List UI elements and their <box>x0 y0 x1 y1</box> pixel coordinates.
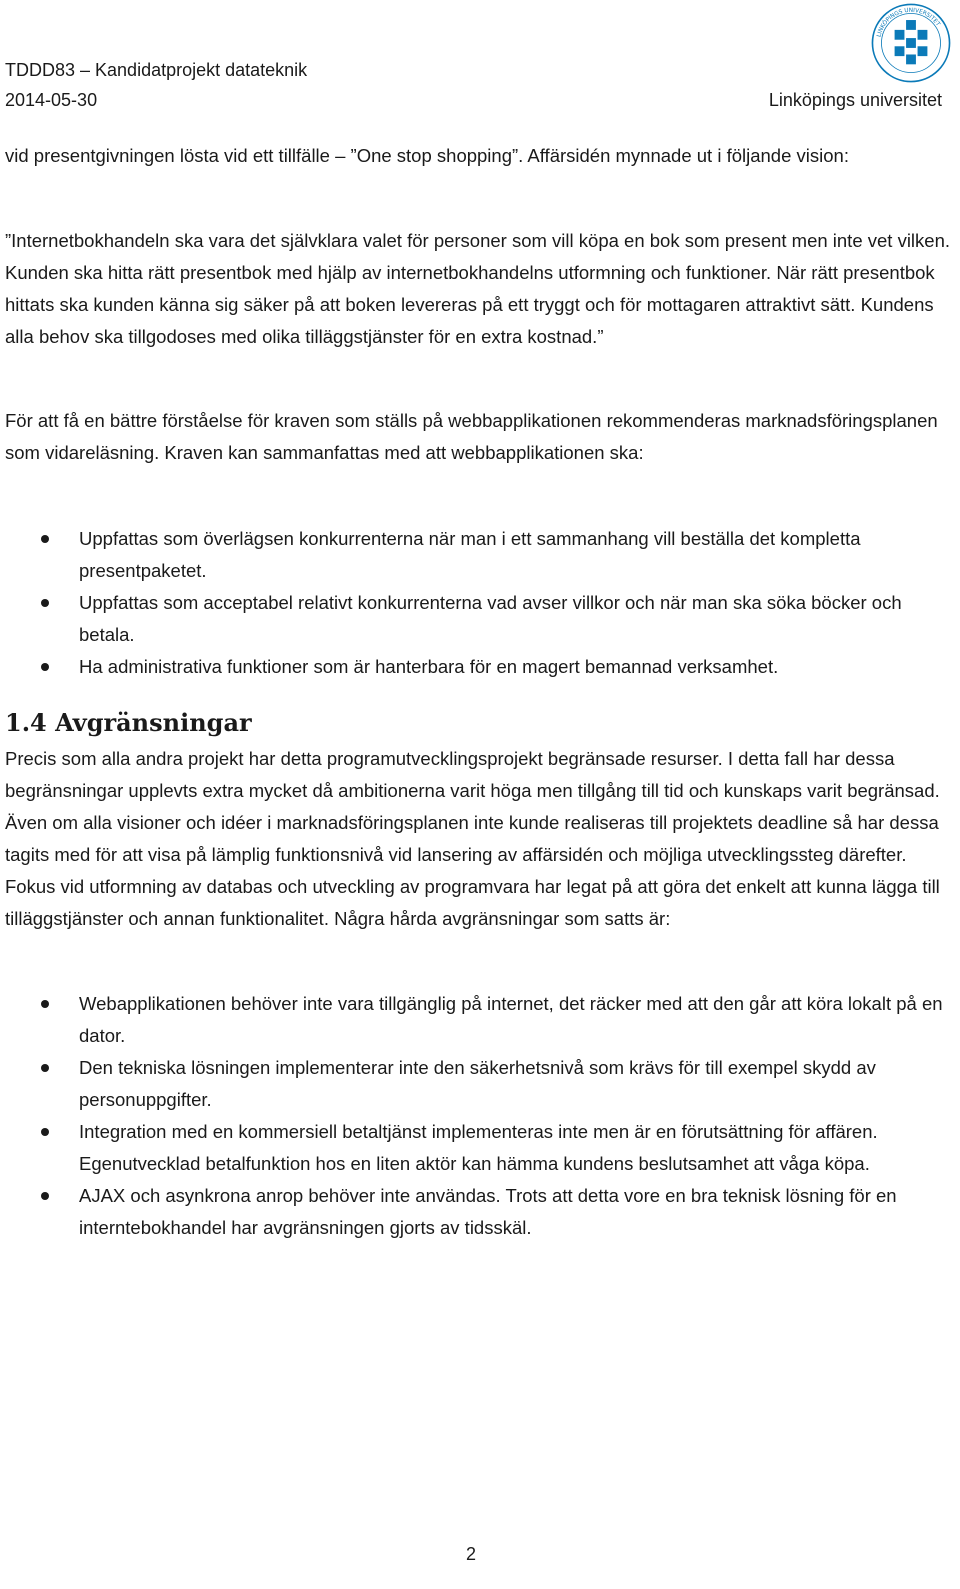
intro-block <box>5 140 950 172</box>
bullet-icon <box>41 1192 49 1200</box>
list-item: Integration med en kommersiell betaltjänst implementeras inte men är en förutsättning för affären. Egenutvecklad betalfunktion hos en liten aktör kan hämma kundens beslutsamhet att våga köpa. <box>5 1116 950 1180</box>
limitations-list <box>5 988 950 1244</box>
bullet-icon <box>41 1128 49 1136</box>
header-university: Linköpings universitet <box>768 90 942 110</box>
section-heading-container <box>5 707 950 739</box>
requirements-paragraph: För att få en bättre förståelse för kraven som ställs på webbapplikationen rekommenderas marknadsföringsplanen som vidareläsning. Kraven kan sammanfattas med att webbapplikationen ska: <box>5 410 938 463</box>
requirements-block <box>5 405 950 469</box>
vision-quote-part2: När rätt presentbok hittats ska kunden känna sig säker på att boken levereras på ett tryggt och för mottagaren attraktivt sätt. Kundens alla behov ska tillgodoses med olika tilläggstjänster för en extra kostnad.” <box>5 262 935 347</box>
vision-quote <box>5 225 950 353</box>
list-item: Ha administrativa funktioner som är hanterbara för en magert bemannad verksamhet. <box>5 651 950 683</box>
list-item: Webapplikationen behöver inte vara tillgänglig på internet, det räcker med att den går att köra lokalt på en dator. <box>5 988 950 1052</box>
bullet-icon <box>41 535 49 543</box>
list-item: Uppfattas som överlägsen konkurrenterna när man i ett sammanhang vill beställa det kompletta presentpaketet. <box>5 523 950 587</box>
vision-quote-part1: ”Internetbokhandeln ska vara det självklara valet för personer som vill köpa en bok som present men inte vet vilken. Kunden ska hitta rätt presentbok med hjälp av internetbokhandelns utformning och funktioner. <box>5 230 951 283</box>
limitations-list-container <box>5 988 950 1244</box>
intro-paragraph: vid presentgivningen lösta vid ett tillfälle – ”One stop shopping”. Affärsidén mynnade ut i följande vision: <box>5 145 849 166</box>
section-heading: 1.4 Avgränsningar <box>5 708 252 737</box>
requirements-list <box>5 523 950 683</box>
section-paragraph: Precis som alla andra projekt har detta programutvecklingsprojekt begränsade resurser. I detta fall har dessa begränsningar upplevts extra mycket då ambitionerna varit höga men tillgång till tid och kunskaps varit begränsad. Även om alla visioner och idéer i marknadsföringsplanen inte kunde realiseras till projektets deadline så har dessa tagits med för att visa på lämplig funktionsnivå vid lansering av affärsidén och möjliga utvecklingssteg därefter. Fokus vid utformning av databas och utveckling av programvara har legat på att göra det enkelt att kunna lägga till tilläggstjänster och annan funktionalitet. Några hårda avgränsningar som satts är: <box>5 748 940 929</box>
university-logo <box>870 2 952 84</box>
requirements-list-container <box>5 523 950 683</box>
bullet-icon <box>41 663 49 671</box>
page-number: 2 <box>466 1544 477 1564</box>
list-item: Den tekniska lösningen implementerar inte den säkerhetsnivå som krävs för till exempel skydd av personuppgifter. <box>5 1052 950 1116</box>
header-course-title: TDDD83 – Kandidatprojekt datateknik <box>5 60 308 80</box>
section-body <box>5 743 950 935</box>
header-date: 2014-05-30 <box>5 90 98 110</box>
bullet-icon <box>41 1000 49 1008</box>
svg-text:LINKÖPINGS UNIVERSITET: LINKÖPINGS UNIVERSITET <box>876 7 941 38</box>
bullet-icon <box>41 1064 49 1072</box>
bullet-icon <box>41 599 49 607</box>
list-item: Uppfattas som acceptabel relativt konkurrenterna vad avser villkor och när man ska söka böcker och betala. <box>5 587 950 651</box>
list-item: AJAX och asynkrona anrop behöver inte användas. Trots att detta vore en bra teknisk lösning för en interntebokhandel har avgränsningen gjorts av tidsskäl. <box>5 1180 950 1244</box>
